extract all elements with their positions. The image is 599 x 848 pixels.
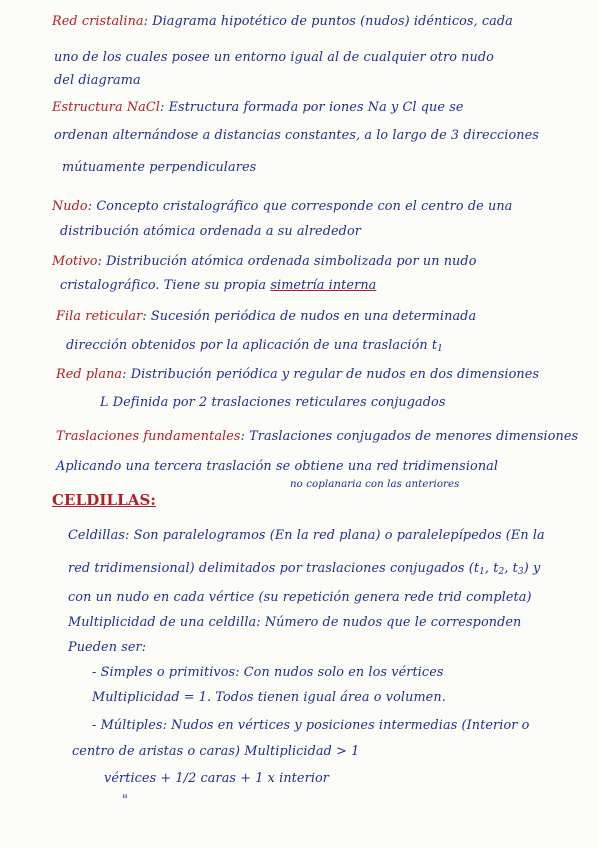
t3-subscript: 3 — [517, 567, 524, 577]
celdillas-line-8: - Múltiples: Nudos en vértices y posiciones intermedias (Interior o — [92, 718, 530, 733]
celdillas-heading: CELDILLAS: — [52, 491, 157, 509]
simetria-interna-underlined: simetría interna — [270, 278, 377, 293]
motivo-text-2a: cristalográfico. Tiene su propia — [60, 278, 271, 293]
celdillas-line-11: " — [122, 793, 128, 808]
red-plana-line-2: L Definida por 2 traslaciones reticulares conjugados — [100, 395, 446, 410]
red-cristalina-line-2: uno de los cuales posee un entorno igual al de cualquier otro nudo — [54, 50, 494, 65]
celdillas-line-6: - Simples o primitivos: Con nudos solo en los vértices — [92, 665, 444, 680]
motivo-line-2 — [60, 278, 376, 293]
fila-reticular-text-1: : Sucesión periódica de nudos en una determinada — [142, 309, 477, 324]
nudo-term: Nudo — [52, 199, 88, 214]
red-cristalina-line-3: del diagrama — [54, 73, 141, 88]
traslaciones-term: Traslaciones fundamentales — [56, 429, 241, 444]
traslaciones-line-2: Aplicando una tercera traslación se obtiene una red tridimensional — [56, 459, 499, 474]
nudo-line-1 — [52, 199, 512, 214]
motivo-text-1: : Distribución atómica ordenada simbolizada por un nudo — [97, 254, 477, 269]
celdillas-line-2-sep-2: , t — [504, 561, 518, 576]
celdillas-line-10: vértices + 1/2 caras + 1 x interior — [104, 771, 330, 786]
celdillas-line-7: Multiplicidad = 1. Todos tienen igual área o volumen. — [92, 690, 446, 705]
traslaciones-text-1: : Traslaciones conjugados de menores dimensiones — [240, 429, 579, 444]
celdillas-line-2-sep-1: , t — [484, 561, 499, 576]
t2-subscript: 2 — [498, 567, 505, 577]
fila-reticular-line-1 — [56, 309, 476, 324]
nudo-text-1: : Concepto cristalográfico que corresponde con el centro de una — [87, 199, 513, 214]
estructura-nacl-line-3: mútuamente perpendiculares — [62, 160, 257, 175]
celdillas-line-9: centro de aristas o caras) Multiplicidad > 1 — [72, 744, 360, 759]
fila-reticular-text-2: dirección obtenidos por la aplicación de una traslación t — [66, 338, 438, 353]
celdillas-line-5: Pueden ser: — [68, 640, 147, 655]
fila-reticular-line-2 — [66, 338, 443, 354]
motivo-line-1 — [52, 254, 477, 269]
red-cristalina-term: Red cristalina — [52, 14, 144, 29]
t1-subscript: 1 — [479, 567, 485, 577]
fila-reticular-term: Fila reticular — [56, 309, 143, 324]
estructura-nacl-term: Estructura NaCl — [52, 100, 160, 115]
estructura-nacl-text-1: : Estructura formada por iones Na y Cl que se — [160, 100, 464, 115]
red-cristalina-text-1: : Diagrama hipotético de puntos (nudos) idénticos, cada — [143, 14, 513, 29]
red-cristalina-line-1 — [52, 14, 513, 29]
t1-subscript: 1 — [437, 344, 443, 354]
celdillas-line-2-text: red tridimensional) delimitados por traslaciones conjugados (t — [68, 561, 480, 576]
estructura-nacl-line-1 — [52, 100, 464, 115]
celdillas-line-3: con un nudo en cada vértice (su repetición genera rede trid completa) — [68, 590, 532, 605]
motivo-term: Motivo — [52, 254, 98, 269]
traslaciones-line-3: no coplanaria con las anteriores — [290, 479, 460, 490]
red-plana-text-1: : Distribución periódica y regular de nudos en dos dimensiones — [122, 367, 540, 382]
celdillas-line-4: Multiplicidad de una celdilla: Número de nudos que le corresponden — [68, 615, 522, 630]
estructura-nacl-line-2: ordenan alternándose a distancias constantes, a lo largo de 3 direcciones — [54, 128, 539, 143]
nudo-line-2: distribución atómica ordenada a su alrededor — [60, 224, 361, 239]
traslaciones-line-1 — [56, 429, 578, 444]
red-plana-term: Red plana — [56, 367, 123, 382]
celdillas-line-2-end: ) y — [523, 561, 541, 576]
red-plana-line-1 — [56, 367, 539, 382]
celdillas-line-1: Celdillas: Son paralelogramos (En la red plana) o paralelepípedos (En la — [68, 528, 545, 543]
celdillas-line-2 — [68, 561, 540, 577]
